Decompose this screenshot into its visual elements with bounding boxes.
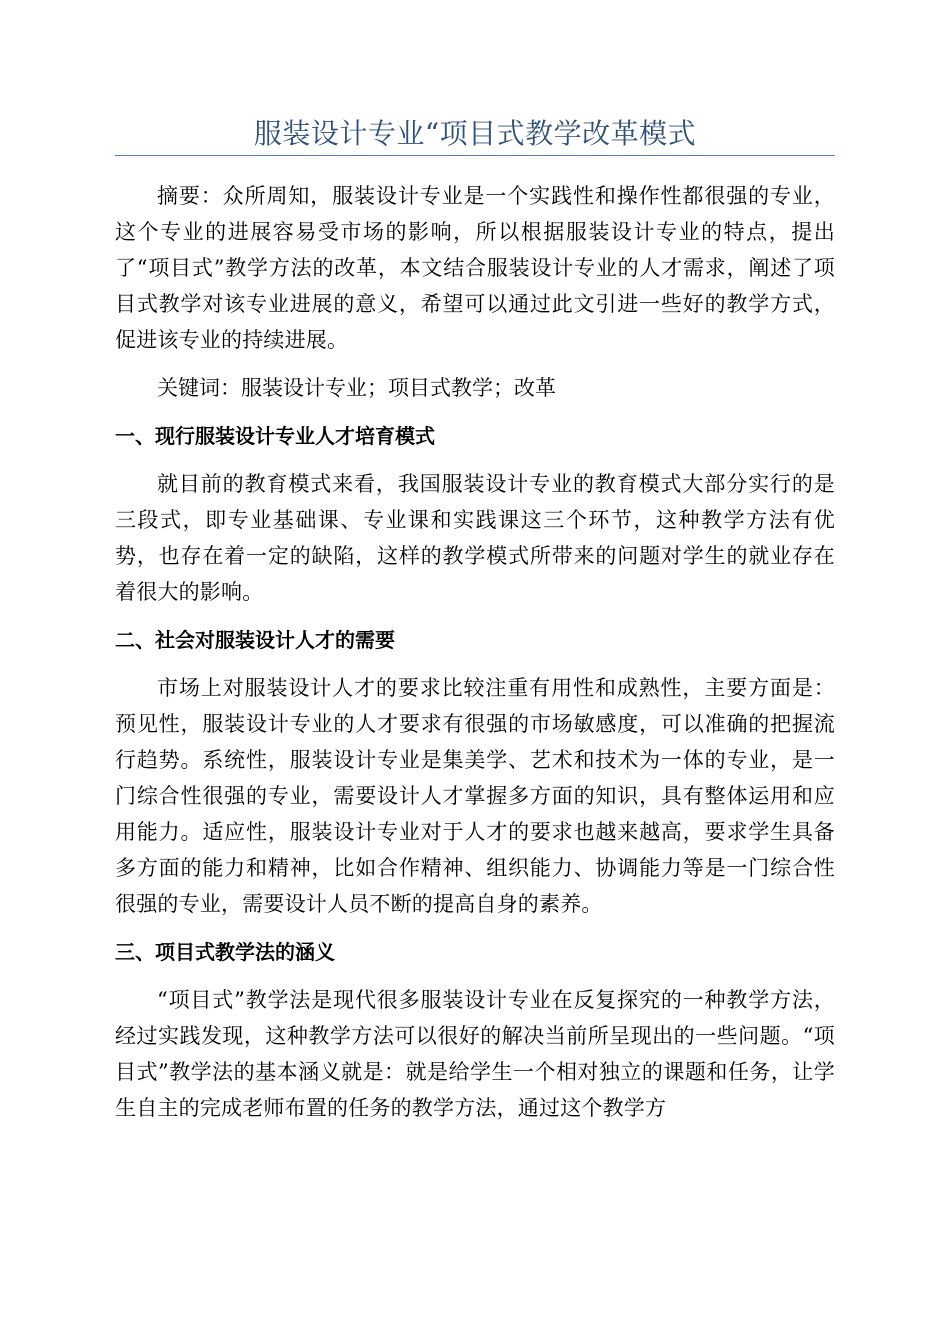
section-heading-3: 三、项目式教学法的涵义 [115, 940, 335, 964]
document-body [115, 178, 835, 1138]
keywords-line: 关键词：服装设计专业；项目式教学；改革 [157, 376, 556, 400]
section-heading-2: 二、社会对服装设计人才的需要 [115, 628, 395, 652]
section-paragraph-1: 就目前的教育模式来看，我国服装设计专业的教育模式大部分实行的是三段式，即专业基础课、专业课和实践课这三个环节，这种教学方法有优势，也存在着一定的缺陷，这样的教学模式所带来的问题对学生的就业存在着很大的影响。 [115, 472, 835, 604]
abstract-paragraph: 摘要：众所周知，服装设计专业是一个实践性和操作性都很强的专业，这个专业的进展容易受市场的影响，所以根据服装设计专业的特点，提出了“项目式”教学方法的改革，本文结合服装设计专业的人才需求，阐述了项目式教学对该专业进展的意义，希望可以通过此文引进一些好的教学方式，促进该专业的持续进展。 [115, 184, 835, 352]
section-paragraph-2: 市场上对服装设计人才的要求比较注重有用性和成熟性，主要方面是：预见性，服装设计专业的人才要求有很强的市场敏感度，可以准确的把握流行趋势。系统性，服装设计专业是集美学、艺术和技术为一体的专业，是一门综合性很强的专业，需要设计人才掌握多方面的知识，具有整体运用和应用能力。适应性，服装设计专业对于人才的要求也越来越高，要求学生具备多方面的能力和精神，比如合作精神、组织能力、协调能力等是一门综合性很强的专业，需要设计人员不断的提高自身的素养。 [115, 676, 835, 916]
document-title: 服装设计专业“项目式教学改革模式 [253, 117, 697, 150]
title-block [115, 114, 835, 156]
section-heading-1: 一、现行服装设计专业人才培育模式 [115, 424, 435, 448]
section-paragraph-3: “项目式”教学法是现代很多服装设计专业在反复探究的一种教学方法，经过实践发现，这种教学方法可以很好的解决当前所呈现出的一些问题。“项目式”教学法的基本涵义就是：就是给学生一个相对独立的课题和任务，让学生自主的完成老师布置的任务的教学方法，通过这个教学方 [115, 988, 835, 1120]
